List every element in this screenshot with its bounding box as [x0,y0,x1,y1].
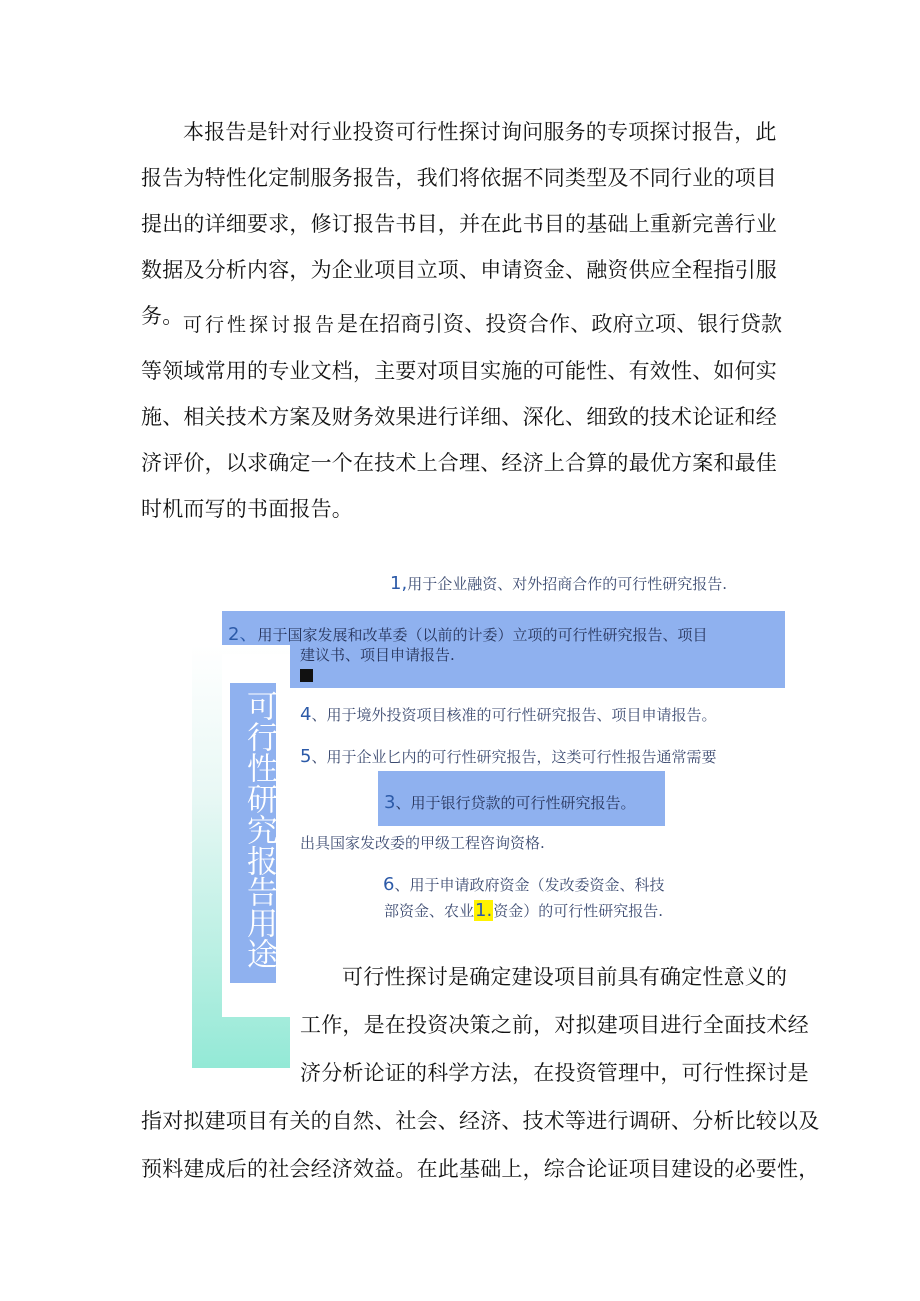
use-item-1-text: 用于企业融资、对外招商合作的可行性研究报告. [407,575,727,593]
use-item-5-continuation: 出具国家发改委的甲级工程咨询资格. [300,834,545,852]
black-square-bullet [300,669,313,682]
use-item-3-number: 3 [384,792,396,813]
use-item-2-text: 用于国家发展和改革委（以前的计委）立项的可行性研究报告、项目 [257,626,708,644]
use-item-6-text-b: 资金）的可行性研究报告. [493,902,663,920]
feasibility-paragraph-line4: 指对拟建项目有关的自然、社会、经济、技术等进行调研、分析比较以及 [141,1109,820,1133]
use-item-6-text-a: 部资金、农业 [384,902,475,920]
use-item-2-number: 2、 [228,624,258,645]
use-item-6-text: 、用于申请政府资金（发改委资金、科技 [394,876,665,894]
use-item-2-line2: 建议书、项目申请报告. [300,646,455,664]
use-item-4-text: 、用于境外投资项目核准的可行性研究报告、项目申请报告。 [311,706,717,724]
use-item-6-number: 6 [383,874,395,895]
use-item-5 [300,746,716,767]
definition-body: 是在招商引资、投资合作、政府立项、银行贷款等领域常用的专业文档，主要对项目实施的可能性、有效性、如何实施、相关技术方案及财务效果进行详细、深化、细致的技术论证和经济评价，以求确定一个在技术上合理、经济上合算的最优方案和最佳时机而写的书面报告。 [141,312,783,521]
definition-lead: 可行性探讨报告 [183,314,338,336]
use-item-3 [384,792,635,813]
feasibility-paragraph-line2: 工作，是在投资决策之前，对拟建项目进行全面技术经 [300,1013,809,1037]
yellow-list-marker: 1. [475,900,493,921]
use-item-6-line1 [383,874,664,895]
use-item-1-number: 1, [390,573,408,594]
use-item-3-text: 、用于银行贷款的可行性研究报告。 [395,794,636,812]
use-item-2-line1 [228,620,707,646]
use-item-5-text: 、用于企业匕内的可行性研究报告，这类可行性报告通常需要 [311,748,717,766]
use-item-5-number: 5 [300,746,312,767]
feasibility-paragraph-line1: 可行性探讨是确定建设项目前具有确定性意义的 [342,965,788,989]
use-item-4-number: 4 [300,704,312,725]
definition-paragraph [141,301,791,532]
use-item-4 [300,704,716,725]
feasibility-paragraph-line5: 预料建成后的社会经济效益。在此基础上，综合论证项目建设的必要性， [141,1157,820,1181]
use-item-6-line2 [384,900,663,921]
sidebar-title: 可行性研究报告用途 [241,690,277,969]
feasibility-paragraph-line3: 济分析论证的科学方法，在投资管理中，可行性探讨是 [300,1061,809,1085]
intro-paragraph: 本报告是针对行业投资可行性探讨询问服务的专项探讨报告，此报告为特性化定制服务报告，我们将依据不同类型及不同行业的项目提出的详细要求，修订报告书目，并在此书目的基础上重新完善行业数据及分析内容，为企业项目立项、申请资金、融资供应全程指引服务。 [141,120,777,328]
use-item-1 [390,573,727,594]
